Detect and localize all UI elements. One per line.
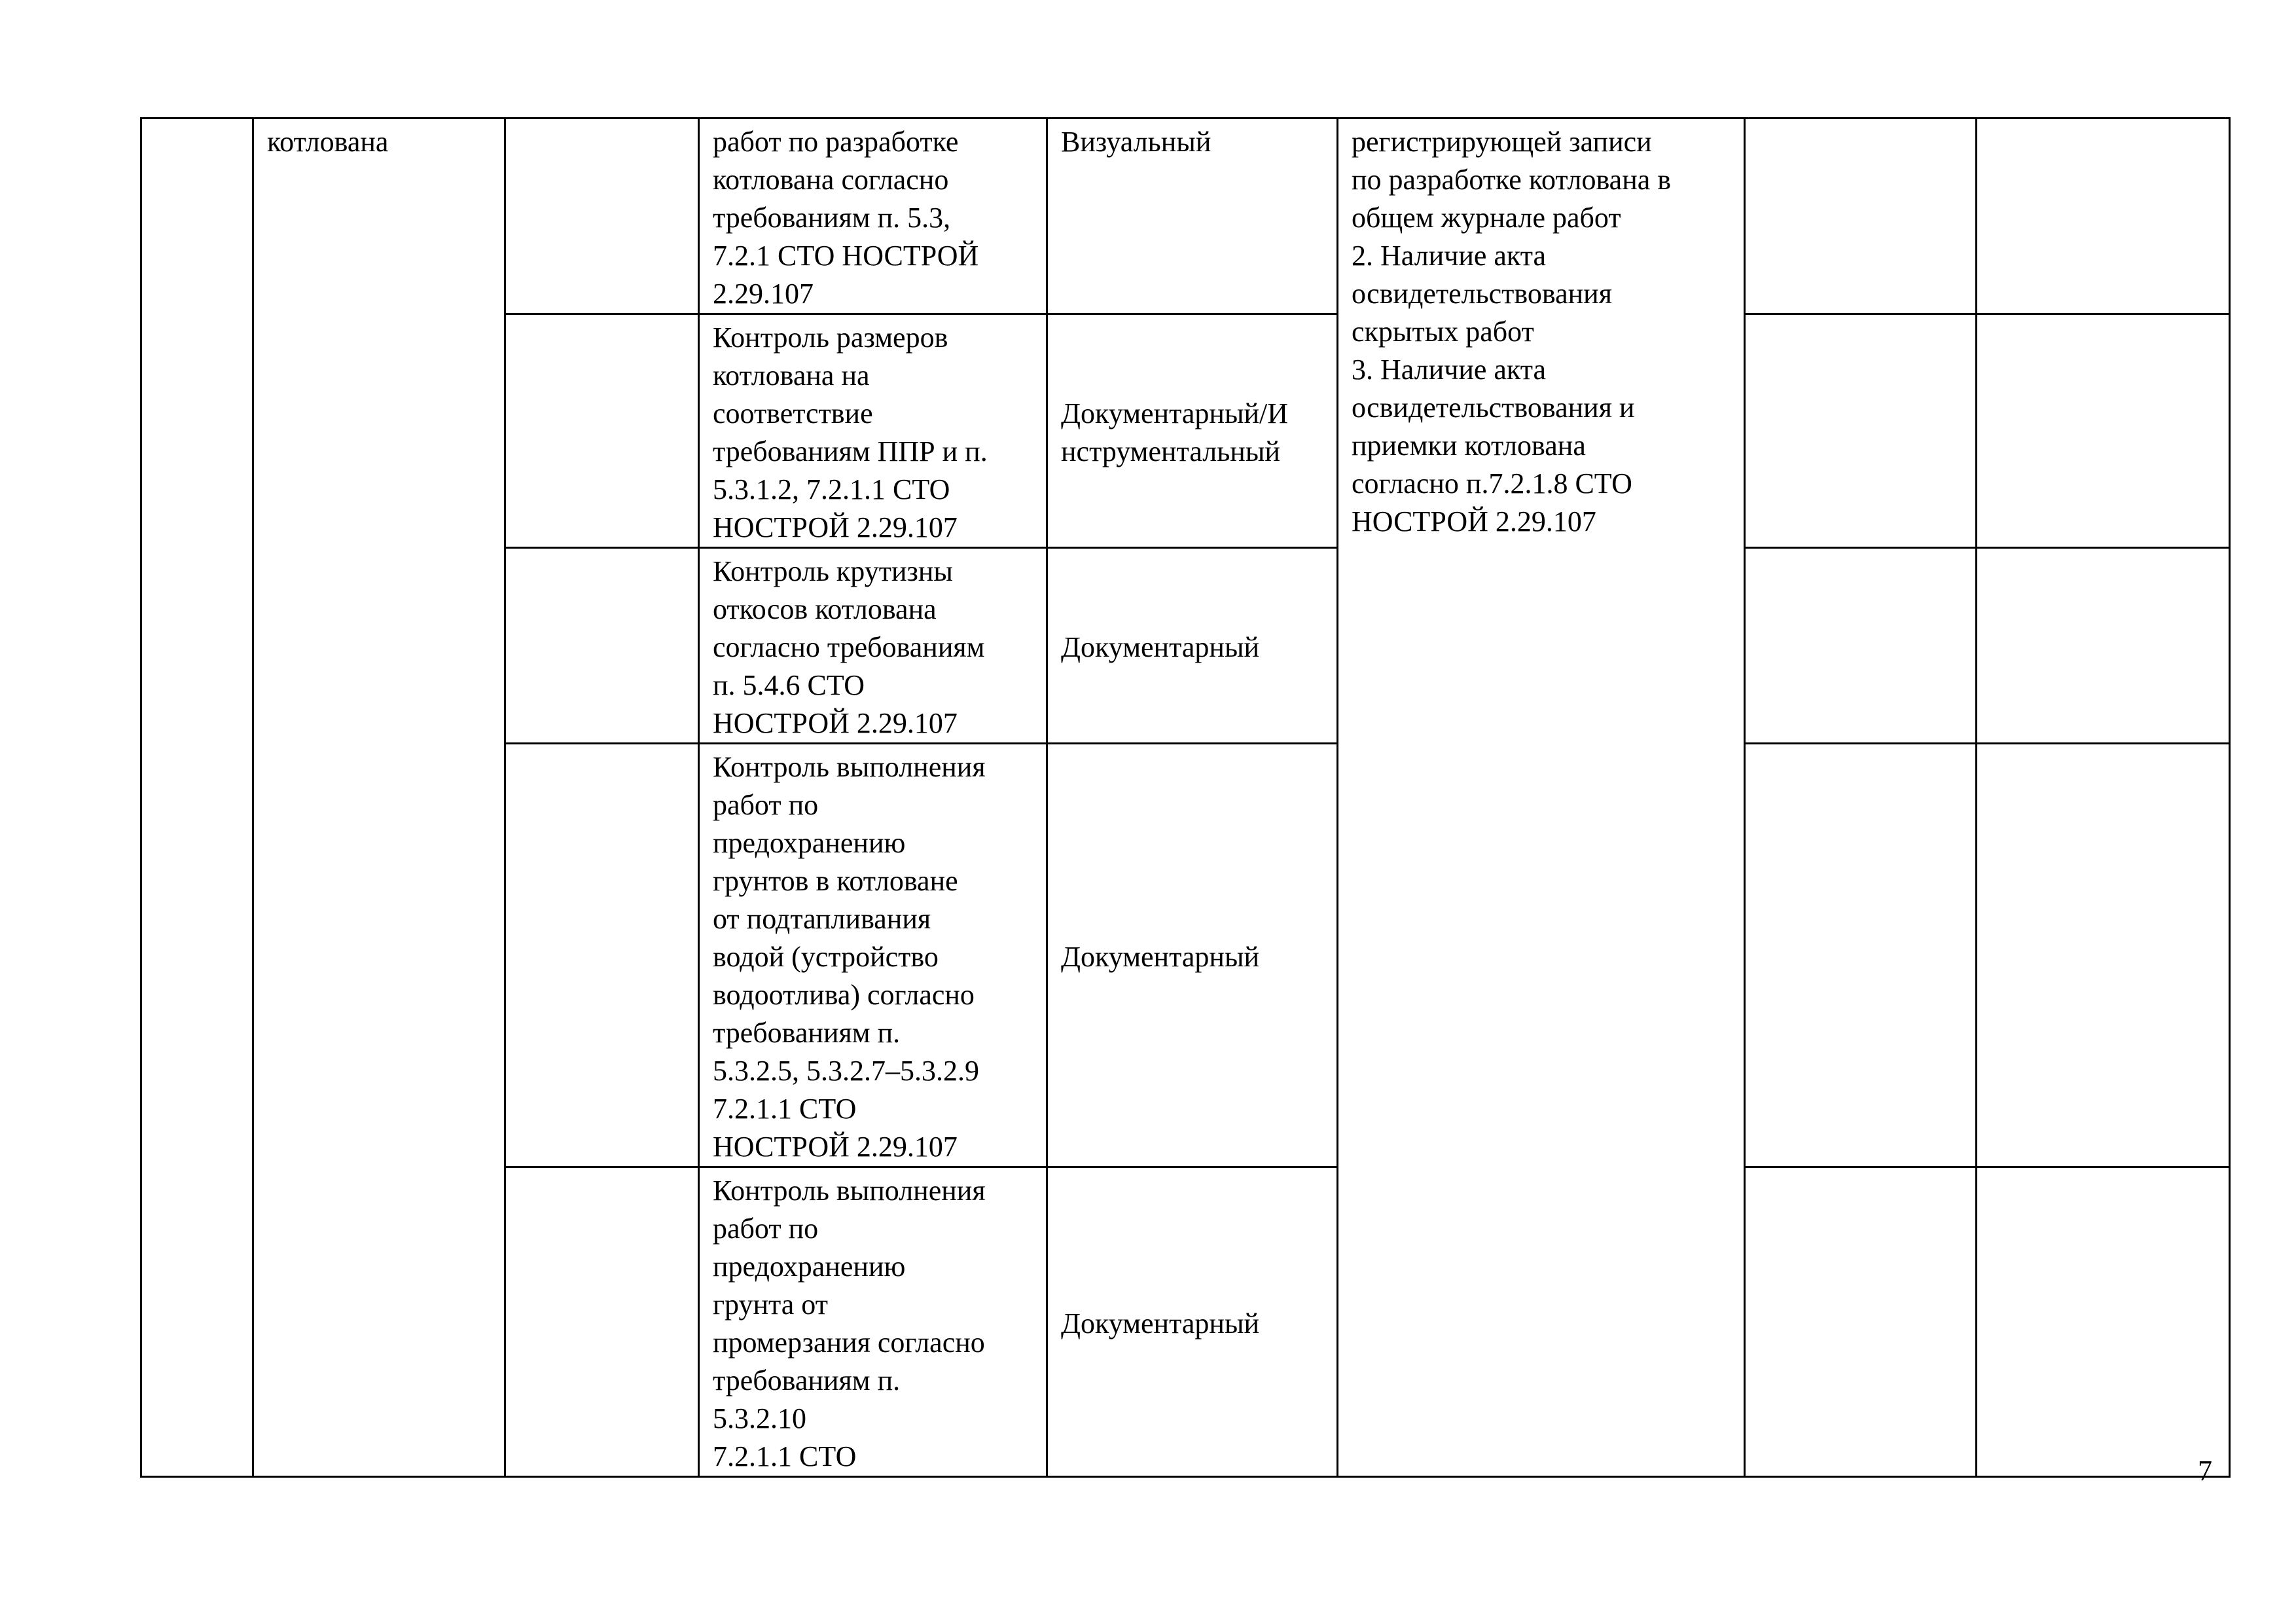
table-row — [141, 119, 2230, 314]
empty-cell-col8 — [1977, 314, 2230, 548]
control-cell: Контроль выполнения работ по предохранению грунтов в котловане от подтапливания водой (устройство водоотлива) согласно требованиям п. 5.3.2.5, 5.3.2.7–5.3.2.9 7.2.1.1 СТО НОСТРОЙ 2.29.107 — [699, 744, 1047, 1167]
empty-cell-col7 — [1745, 744, 1977, 1167]
empty-cell-col7 — [1745, 314, 1977, 548]
empty-cell-col1 — [141, 119, 253, 1477]
method-cell: Документарный — [1047, 1167, 1338, 1477]
empty-cell-col8 — [1977, 548, 2230, 744]
method-cell: Документарный/И нструментальный — [1047, 314, 1338, 548]
empty-cell-col3 — [505, 548, 699, 744]
empty-cell-col8 — [1977, 1167, 2230, 1477]
page-number: 7 — [2198, 1455, 2212, 1487]
empty-cell-col7 — [1745, 548, 1977, 744]
stage-cell: котлована — [253, 119, 505, 1477]
control-cell: Контроль размеров котлована на соответствие требованиям ППР и п. 5.3.1.2, 7.2.1.1 СТО НОСТРОЙ 2.29.107 — [699, 314, 1047, 548]
documentation-cell: регистрирующей записи по разработке котлована в общем журнале работ 2. Наличие акта освидетельствования скрытых работ 3. Наличие акта освидетельствования и приемки котлована согласно п.7.2.1.8 СТО НОСТРОЙ 2.29.107 — [1338, 119, 1745, 1477]
empty-cell-col7 — [1745, 119, 1977, 314]
method-cell: Документарный — [1047, 744, 1338, 1167]
empty-cell-col3 — [505, 119, 699, 314]
control-table — [140, 117, 2231, 1478]
empty-cell-col8 — [1977, 119, 2230, 314]
empty-cell-col3 — [505, 314, 699, 548]
control-cell: работ по разработке котлована согласно требованиям п. 5.3, 7.2.1 СТО НОСТРОЙ 2.29.107 — [699, 119, 1047, 314]
control-cell: Контроль выполнения работ по предохранению грунта от промерзания согласно требованиям п. 5.3.2.10 7.2.1.1 СТО — [699, 1167, 1047, 1477]
control-cell: Контроль крутизны откосов котлована согласно требованиям п. 5.4.6 СТО НОСТРОЙ 2.29.107 — [699, 548, 1047, 744]
empty-cell-col3 — [505, 1167, 699, 1477]
empty-cell-col7 — [1745, 1167, 1977, 1477]
method-cell: Документарный — [1047, 548, 1338, 744]
empty-cell-col8 — [1977, 744, 2230, 1167]
empty-cell-col3 — [505, 744, 699, 1167]
method-cell: Визуальный — [1047, 119, 1338, 314]
